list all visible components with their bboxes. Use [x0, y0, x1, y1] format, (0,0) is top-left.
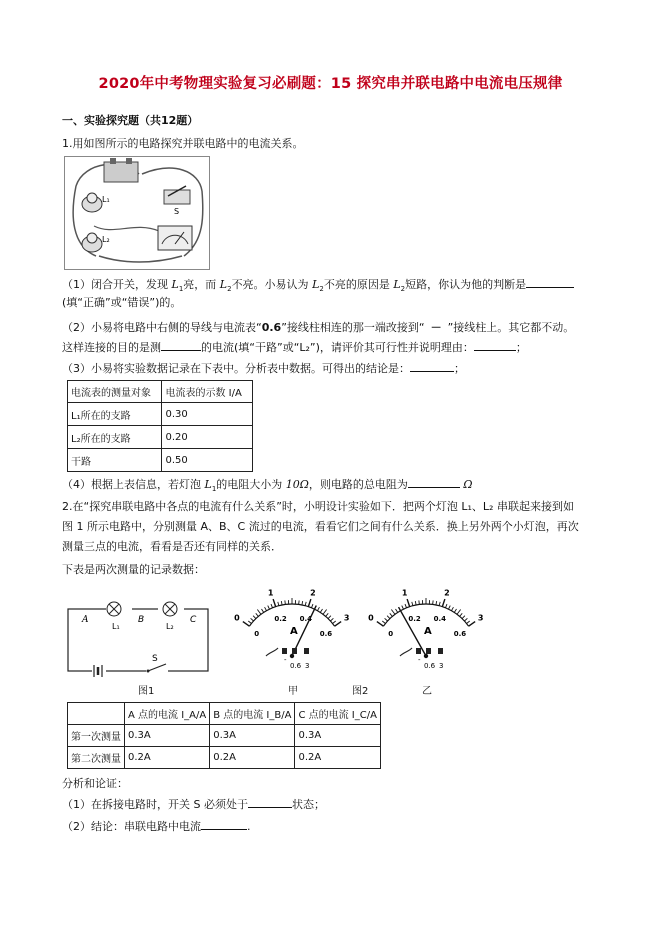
scale-tick — [467, 621, 470, 623]
series-circuit-diagram — [62, 585, 222, 695]
scale-tick — [257, 609, 261, 614]
scale-tick — [469, 622, 476, 627]
table-row: A 点的电流 I_A/A B 点的电流 I_B/A C 点的电流 I_C/A — [68, 703, 381, 725]
tick-label-top: 2 — [444, 588, 450, 598]
tick-label-bottom: 0 — [388, 630, 394, 639]
scale-tick — [317, 607, 319, 610]
scale-tick — [387, 616, 390, 619]
q1-circuit-photo — [64, 156, 210, 270]
scale-tick — [402, 606, 404, 610]
q1-part2-line2: 这样连接的目的是测 的电流(填“干路”或“L₂”)，请评价其可行性并说明理由： ； — [62, 341, 527, 354]
svg-text:S: S — [152, 654, 158, 664]
scale-tick — [302, 601, 303, 605]
tick-label-bottom: 0.4 — [433, 615, 446, 624]
scale-tick — [305, 602, 306, 606]
table-row: 第一次测量 0.3A 0.3A 0.3A — [68, 725, 381, 747]
scale-tick — [320, 609, 322, 612]
scale-tick — [457, 609, 461, 614]
scale-tick — [396, 609, 398, 612]
ammeter-jia — [230, 582, 354, 678]
svg-text:B: B — [138, 615, 145, 625]
svg-text:A: A — [424, 626, 432, 637]
scale-tick — [326, 613, 329, 616]
tick-label-bottom: 0.6 — [319, 630, 333, 639]
scale-tick — [248, 621, 251, 623]
table-row: 第二次测量 0.2A 0.2A 0.2A — [68, 747, 381, 769]
answer-blank[interactable] — [161, 339, 201, 351]
tick-label-bottom: 0.2 — [408, 615, 421, 624]
figure2-caption: 图2 — [352, 686, 369, 697]
tick-label-top: 0 — [234, 613, 240, 623]
svg-text:0.6: 0.6 — [424, 662, 436, 670]
q2-analysis-2: （2）结论：串联电路中电流 . — [62, 820, 251, 833]
tick-label-bottom: 0.4 — [299, 615, 312, 624]
meter-label-jia: 甲 — [288, 686, 298, 697]
scale-tick — [253, 616, 256, 619]
figure1-caption: 图1 — [138, 686, 155, 697]
table-row: 电流表的测量对象 电流表的示数 I/A — [68, 381, 253, 403]
scale-tick — [273, 599, 276, 607]
scale-tick — [451, 607, 453, 610]
scale-tick — [436, 601, 437, 605]
q2-line3: 测量三点的电流，看看是否还有同样的关系． — [62, 540, 282, 553]
svg-text:3: 3 — [439, 662, 444, 670]
svg-text:L₂: L₂ — [166, 622, 174, 631]
scale-tick — [311, 604, 312, 608]
tick-label-top: 1 — [267, 588, 274, 598]
scale-tick — [323, 609, 327, 614]
answer-blank[interactable] — [474, 339, 516, 351]
tick-label-bottom: 0.6 — [453, 630, 467, 639]
scale-tick — [415, 601, 416, 605]
scale-tick — [278, 602, 279, 606]
scale-tick — [454, 609, 456, 612]
ammeter-yi — [364, 582, 488, 678]
section-heading: 一、实验探究题（共12题） — [62, 114, 199, 127]
q2-analysis-heading: 分析和论证： — [62, 777, 128, 790]
scale-tick — [407, 599, 410, 607]
scale-tick — [449, 606, 451, 610]
q1-part2-line1: （2）小易将电路中右侧的导线与电流表“0.6”接线柱相连的那一端改接到“ － ”接线柱上。其它都不动。 — [62, 321, 575, 334]
svg-text:A: A — [82, 615, 89, 625]
scale-tick — [464, 618, 467, 621]
tick-label-top: 1 — [401, 588, 408, 598]
svg-text:-: - — [284, 656, 287, 664]
scale-tick — [262, 609, 264, 612]
q1-stem: 1.用如图所示的电路探究并联电路中的电流关系。 — [62, 137, 304, 150]
answer-blank[interactable] — [410, 360, 454, 372]
scale-tick — [439, 602, 440, 606]
svg-text:0.6: 0.6 — [290, 662, 302, 670]
tick-label-top: 0 — [368, 613, 374, 623]
q1-part1-line2: (填“正确”或“错误”)的。 — [62, 296, 182, 309]
q2-data-table — [67, 702, 381, 769]
scale-tick — [412, 602, 413, 606]
scale-tick — [460, 613, 463, 616]
answer-blank[interactable] — [248, 796, 292, 808]
scale-tick — [445, 604, 446, 608]
scale-tick — [299, 600, 300, 604]
scale-tick — [308, 599, 311, 607]
scale-tick — [377, 622, 384, 627]
scale-tick — [385, 618, 388, 621]
scale-tick — [285, 600, 286, 604]
q1-part1-line1: （1）闭合开关，发现 $L_1$亮，而 $L_2$不亮。小易认为 $L_2$不亮的原因是 $L_2$短路，你认为他的判断是 — [62, 276, 574, 297]
q2-line4: 下表是两次测量的记录数据： — [62, 563, 205, 576]
tick-label-top: 2 — [310, 588, 316, 598]
q1-data-table — [67, 380, 253, 472]
scale-tick — [268, 606, 270, 610]
table-row: L₁所在的支路 0.30 — [68, 403, 253, 426]
q2-analysis-1: （1）在拆接电路时，开关 S 必须处于 状态； — [62, 798, 325, 811]
table-row: L₂所在的支路 0.20 — [68, 426, 253, 449]
scale-tick — [391, 609, 395, 614]
scale-tick — [265, 607, 267, 610]
answer-blank[interactable] — [408, 476, 460, 488]
page-title: 2020年中考物理实验复习必刷题：15 探究串并联电路中电流电压规律 — [98, 76, 563, 92]
q1-part3: （3）小易将实验数据记录在下表中。分析表中数据。可得出的结论是： ； — [62, 362, 465, 375]
tick-label-top: 3 — [477, 613, 484, 623]
svg-text:3: 3 — [305, 662, 310, 670]
answer-blank[interactable] — [526, 276, 574, 288]
answer-blank[interactable] — [201, 818, 247, 830]
table-row: 干路 0.50 — [68, 449, 253, 472]
scale-tick — [333, 621, 336, 623]
scale-tick — [271, 604, 272, 608]
q1-fig-l1: L₁ — [102, 195, 110, 204]
meter-label-yi: 乙 — [422, 686, 432, 697]
q2-line1: 2.在“探究串联电路中各点的电流有什么关系”时，小明设计实验如下．把两个灯泡 L₁、L₂ 串联起来接到如 — [62, 500, 574, 513]
scale-tick — [382, 621, 385, 623]
q1-fig-l2: L₂ — [102, 235, 110, 244]
scale-tick — [390, 613, 393, 616]
svg-text:A: A — [290, 626, 298, 637]
scale-tick — [330, 618, 333, 621]
scale-tick — [405, 604, 406, 608]
scale-tick — [462, 616, 465, 619]
tick-label-bottom: 0 — [254, 630, 260, 639]
scale-tick — [442, 599, 445, 607]
scale-tick — [256, 613, 259, 616]
tick-label-top: 3 — [343, 613, 350, 623]
tick-label-bottom: 0.2 — [274, 615, 287, 624]
scale-tick — [335, 622, 342, 627]
scale-tick — [433, 600, 434, 604]
q1-part4: （4）根据上表信息，若灯泡 $L_1$的电阻大小为 10Ω，则电路的总电阻为 Ω — [62, 478, 473, 494]
scale-tick — [419, 600, 420, 604]
q1-fig-s: S — [174, 207, 180, 216]
scale-tick — [328, 616, 331, 619]
scale-tick — [281, 601, 282, 605]
q2-line2: 图 1 所示电路中，分别测量 A、B、C 流过的电流，看看它们之间有什么关系．换上另外两个小灯泡，再次 — [62, 520, 579, 533]
svg-text:L₁: L₁ — [112, 622, 120, 631]
svg-text:C: C — [190, 615, 197, 625]
svg-text:-: - — [418, 656, 421, 664]
scale-tick — [243, 622, 250, 627]
scale-tick — [251, 618, 254, 621]
